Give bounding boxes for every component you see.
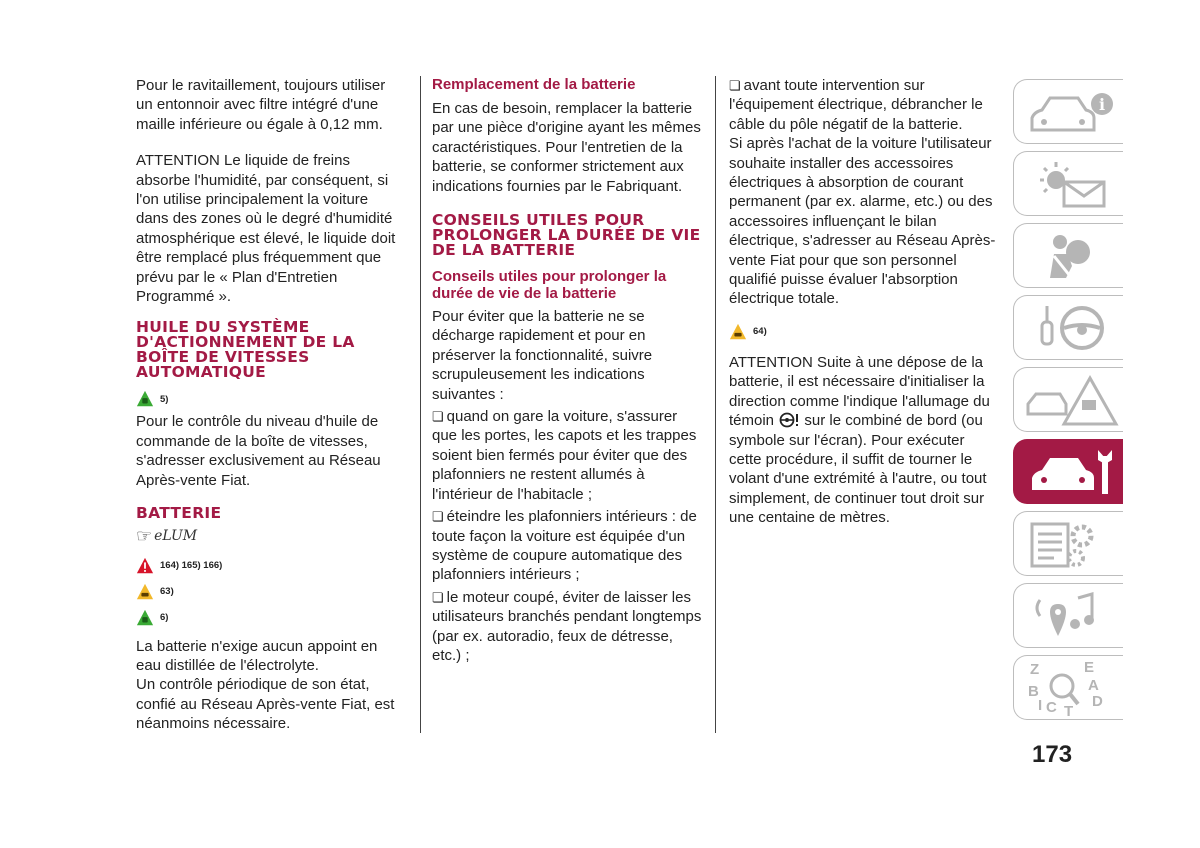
paragraph-steering-init-part2: sur le combiné de bord (ou symbole sur l'écran). Pour exécuter cette procédure, il suffit de tourner le volant d'une extrémité à l'autre, ou tout simplement, de continuer tout droit sur une centaine de mètres. xyxy=(729,412,987,527)
checkbox-bullet-icon xyxy=(432,590,444,605)
index-letter: A xyxy=(1088,677,1099,694)
index-letter: I xyxy=(1038,697,1043,714)
paragraph-accessories: Si après l'achat de la voiture l'utilisateur souhaite installer des accessoires électriques à absorption de courant permanent (par ex. alarme, etc.) ou des accessoires influençant le bilan électrique, s'adresser au Réseau Après-vente Fiat pour que son personnel qualifié puisse évaluer l'absorption électrique totale. xyxy=(729,135,996,308)
column-divider-2 xyxy=(715,76,716,733)
reference-64 xyxy=(729,319,1001,345)
checkbox-bullet-icon xyxy=(432,509,444,524)
paragraph-steering-init-part1: ATTENTION Suite à une dépose de la batterie, il est nécessaire d'initialiser la direction comme l'indique l'allumage du témoin xyxy=(729,353,990,430)
bullet-engine-off-text: le moteur coupé, éviter de laisser les utilisateurs branchés pendant longtemps (par ex. autoradio, feux de détresse, etc.) ; xyxy=(432,588,702,664)
elum-pointer xyxy=(136,527,404,546)
index-letter: T xyxy=(1064,703,1074,718)
safety-airbag-icon xyxy=(1020,226,1120,286)
car-maintenance-icon xyxy=(1020,442,1120,502)
paragraph-refuelling: Pour le ravitaillement, toujours utiliser un entonnoir avec filtre intégré d'une maille inférieure ou égale à 0,12 mm. xyxy=(136,77,386,133)
heading-battery-tips: CONSEILS UTILES POUR PROLONGER LA DURÉE DE VIE DE LA BATTERIE xyxy=(432,211,701,260)
chapter-tabs xyxy=(1013,79,1126,727)
bullet-interior-lights xyxy=(432,507,704,585)
reference-oil-number: 5) xyxy=(160,393,169,405)
reference-red-numbers: 164) 165) 166) xyxy=(160,559,223,571)
index-letter: B xyxy=(1028,683,1039,700)
index-letter: E xyxy=(1084,659,1095,676)
paragraph-battery-tips-intro: Pour éviter que la batterie ne se décharge rapidement et pour en préserver la fonctionnalité, suivre scrupuleusement les indications suivantes : xyxy=(432,308,653,403)
page-number: 173 xyxy=(1032,741,1073,768)
specs-gear-icon xyxy=(1020,514,1120,574)
column-1 xyxy=(136,76,404,734)
bullet-engine-off xyxy=(432,588,704,666)
index-letter: D xyxy=(1092,693,1103,710)
reference-yellow-number: 63) xyxy=(160,585,174,597)
reference-64-number: 64) xyxy=(753,326,767,338)
car-info-icon xyxy=(1020,82,1120,142)
pointing-hand-icon: ☞ xyxy=(136,526,153,547)
tab-multimedia[interactable] xyxy=(1013,583,1123,648)
bullet-disconnect-negative-text: avant toute intervention sur l'équipement électrique, débrancher le câble du pôle négatif de la batterie. xyxy=(729,77,983,133)
elum-label: eLUM xyxy=(154,528,198,545)
tab-safety[interactable] xyxy=(1013,223,1123,288)
reference-green-number: 6) xyxy=(160,611,169,623)
bullet-disconnect-negative xyxy=(729,76,1001,134)
index-letter: Z xyxy=(1030,661,1040,678)
column-3 xyxy=(729,76,1001,528)
svg-text:i: i xyxy=(1098,95,1106,114)
yellow-car-triangle-icon xyxy=(729,323,747,341)
red-danger-triangle-icon xyxy=(136,557,154,575)
heading-battery: BATTERIE xyxy=(136,504,222,523)
yellow-car-triangle-icon xyxy=(136,583,154,601)
checkbox-bullet-icon xyxy=(729,78,741,93)
bullet-close-doors xyxy=(432,407,704,504)
tab-index[interactable] xyxy=(1013,655,1123,720)
multimedia-icon xyxy=(1020,586,1120,646)
warning-car-icon xyxy=(1020,370,1120,430)
green-environment-triangle-icon xyxy=(136,609,154,627)
index-letter: C xyxy=(1046,699,1057,716)
heading-battery-replacement: Remplacement de la batterie xyxy=(432,76,636,93)
paragraph-oil-check: Pour le contrôle du niveau d'huile de commande de la boîte de vitesses, s'adresser exclusivement au Réseau Après-vente Fiat. xyxy=(136,413,381,489)
tab-specs[interactable] xyxy=(1013,511,1123,576)
paragraph-steering-init xyxy=(729,353,1001,528)
reference-oil xyxy=(136,386,404,412)
bullet-close-doors-text: quand on gare la voiture, s'assurer que les portes, les capots et les trappes soient bien fermés pour éviter que des plafonniers ne restent allumés à l'intérieur de l'habitacle ; xyxy=(432,408,697,503)
key-steering-icon xyxy=(1020,298,1120,358)
green-warning-triangle-icon xyxy=(136,390,154,408)
column-divider-1 xyxy=(420,76,421,733)
climate-mail-icon xyxy=(1020,154,1120,214)
tab-warning[interactable] xyxy=(1013,367,1123,432)
reference-yellow xyxy=(136,579,404,605)
tab-maintenance[interactable] xyxy=(1013,439,1123,504)
paragraph-brake-fluid-warning: ATTENTION Le liquide de freins absorbe l'humidité, par conséquent, si l'on utilise principalement la voiture dans des zones où le degré d'humidité atmosphérique est élevé, le liquide doit être remplacé plus fréquemment que prévu par le « Plan d'Entretien Programmé ». xyxy=(136,152,396,306)
paragraph-periodic-check: Un contrôle périodique de son état, confié au Réseau Après-vente Fiat, est néanmoins nécessaire. xyxy=(136,676,395,733)
tab-car-info[interactable] xyxy=(1013,79,1123,144)
subheading-battery-tips: Conseils utiles pour prolonger la durée de vie de la batterie xyxy=(432,268,667,303)
checkbox-bullet-icon xyxy=(432,409,444,424)
reference-green xyxy=(136,605,404,631)
tab-key-steering[interactable] xyxy=(1013,295,1123,360)
paragraph-battery-replacement: En cas de besoin, remplacer la batterie par une pièce d'origine ayant les mêmes caractéristiques. Pour l'entretien de la batterie, se conformer strictement aux indications fournies par le Fabriquant. xyxy=(432,100,701,195)
bullet-interior-lights-text: éteindre les plafonniers intérieurs : de toute façon la voiture est équipée d'un système de coupure automatique des plafonniers intérieurs ; xyxy=(432,508,697,584)
column-2 xyxy=(432,76,704,665)
index-icon xyxy=(1020,658,1120,718)
tab-climate-mail[interactable] xyxy=(1013,151,1123,216)
heading-automatic-gearbox-oil: HUILE DU SYSTÈME D'ACTIONNEMENT DE LA BOÎTE DE VITESSES AUTOMATIQUE xyxy=(136,318,355,382)
paragraph-no-topup: La batterie n'exige aucun appoint en eau distillée de l'électrolyte. xyxy=(136,637,378,674)
reference-red xyxy=(136,553,404,579)
steering-warning-light-icon xyxy=(778,412,800,428)
